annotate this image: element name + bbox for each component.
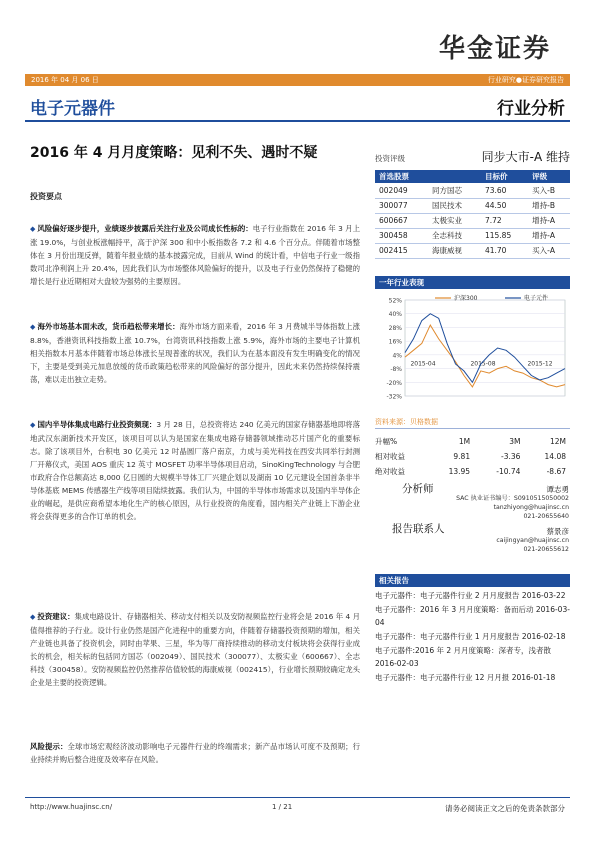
stock-rating: 增持-A	[528, 228, 570, 243]
key-point-body: 3 月 28 日，总投资将达 240 亿美元的国家存储器基地即将落地武汉东湖新技术开发区，该项目可以认为是国家在集成电路存储器领域推动芯片国产化的重要标志。除了该项目外，台积电 30 亿美元 12 吋晶圆厂落户南京，力成与美光科技在西安共同举行封测厂开幕仪式，美国 AOS 重庆 12 英寸 MOSFET 功率半导体项目启动，SinoKingTechnology 与合肥市政府合作总额高达 8,000 亿日圆的大规模半导体工厂兴建企划以及湖南 10 亿元建设全国首条非半导体基底 MEMS 传感器生产线等项目陆续披露。我们认为，中国的半导体市场需求以及国内半导体企业的崛起，是供应商希望本地化生产的核心原因，从行业投资的角度看，国内相关产业链上下游企业将会获得更多的合作订单的机会。	[30, 420, 360, 521]
analyst-details	[456, 494, 569, 521]
returns-value: -3.36	[501, 452, 521, 461]
risk-body: 全球市场宏观经济波动影响电子元器件行业的终端需求；新产品市场认可度不及预期；行业持续并购后整合进度及效率存在风险。	[30, 742, 360, 764]
analyst-cert: SAC 执业证书编号：S0910515050002	[456, 495, 569, 502]
stock-table	[375, 170, 570, 259]
stock-header-cell: 首选股票	[375, 170, 428, 183]
stock-code: 300458	[375, 228, 428, 243]
chart-source: 资料来源：贝格数据	[375, 418, 438, 426]
stock-target: 41.70	[481, 243, 528, 258]
stock-header-cell: 目标价	[481, 170, 528, 183]
source-divider	[375, 428, 570, 429]
page-number: 1 / 21	[272, 803, 293, 811]
x-tick-label: 2015-12	[527, 360, 553, 368]
table-row	[375, 228, 570, 243]
stock-rating: 买入-B	[528, 183, 570, 198]
returns-value: -10.74	[496, 467, 521, 476]
table-row	[375, 183, 570, 198]
legend-label: 电子元件	[524, 295, 549, 302]
stock-rating: 买入-A	[528, 243, 570, 258]
table-row	[375, 449, 570, 464]
x-tick-label: 2015-08	[470, 360, 496, 368]
stock-code: 002415	[375, 243, 428, 258]
report-date: 2016 年 04 月 06 日	[31, 76, 99, 84]
analyst-label: 分析师	[402, 483, 434, 495]
table-row	[375, 434, 570, 449]
contact-details	[496, 536, 569, 554]
returns-label: 相对收益	[375, 452, 405, 461]
stock-table-header	[375, 170, 570, 183]
y-tick-label: -32%	[386, 393, 402, 401]
returns-value: 14.08	[544, 452, 566, 461]
rating-row	[375, 148, 570, 165]
doc-type: 行业分析	[497, 99, 565, 119]
rating-label: 投资评级	[375, 154, 405, 163]
header-divider	[25, 120, 570, 122]
rating-value: 同步大市-A 维持	[481, 150, 570, 164]
contact-label: 报告联系人	[392, 523, 445, 535]
key-point-body: 海外市场方面来看，2016 年 3 月费城半导体指数上涨 8.8%，香港资讯科技指数上涨 10.7%，台湾资讯科技指数上涨 5.9%，海外市场的主要电子计算机相关指数本月基本伴随着市场总体涨长呈现普涨的状况，我们认为在基本面没有发生明确变化的情况下，主要是受到美元加息放缓的货币政策趋松带来的风险偏好的部分提升，因此未来仍然持续保持震荡，难以走出独立走势。	[30, 322, 361, 384]
performance-chart	[375, 292, 570, 412]
analyst-email[interactable]: tanzhiyong@huajinsc.cn	[493, 504, 569, 511]
stock-target: 115.85	[481, 228, 528, 243]
stock-header-cell	[428, 170, 481, 183]
returns-header-cell: 12M	[549, 437, 566, 446]
report-category: 行业研究●证券研究报告	[487, 76, 564, 84]
risk-paragraph	[30, 740, 360, 766]
returns-header-cell: 3M	[509, 437, 521, 446]
table-row	[375, 464, 570, 479]
contact-name: 蔡景彦	[546, 527, 569, 536]
key-point-lead: 投资建议：	[37, 612, 75, 621]
returns-header-cell: 1M	[458, 437, 471, 446]
footer-divider	[25, 797, 570, 798]
related-list	[375, 589, 570, 685]
performance-heading: 一年行业表现	[375, 276, 570, 289]
analyst-name: 谭志勇	[546, 485, 569, 494]
returns-value: 9.81	[453, 452, 471, 461]
analyst-phone: 021-20655640	[523, 513, 569, 520]
risk-lead: 风险提示：	[30, 742, 68, 751]
returns-value: 13.95	[448, 467, 471, 476]
key-point-body: 集成电路设计、存储器相关、移动支付相关以及安防视频监控行业将会是 2016 年 4 月值得推荐的子行业。设计行业仍然是国产化进程中的重要方向，伴随着存储器投资预期的增加，相关产业链也具备了投资机会，同时由苹果、三星，华为等厂商持续推动的移动支付板块将会获得行业成长的机会，相关标的包括同方国芯（002049）、国民技术（300077）、太极实业（600667）、全志科技（300458）。安防视频监控仍然推荐估值较低的海康威视（002415），行业增长预期较确定龙头企业是主要的投资逻辑。	[30, 612, 360, 687]
footer-disclaimer: 请务必阅读正文之后的免责条款部分	[445, 804, 565, 813]
list-item[interactable]: 电子元器件:2016 年 2 月月度策略：深者专，浅者散 2016-02-03	[375, 646, 552, 668]
y-tick-label: 52%	[388, 297, 402, 305]
table-row	[375, 243, 570, 258]
table-row	[375, 213, 570, 228]
key-point-body: 电子行业指数在 2016 年 3 月上涨 19.0%，与创业板涨幅持平，高于沪深 300 和中小板指数各 7.2 和 4.6 个百分点。伴随着市场整体在 3 月份出现反弹，随着年报业绩的基本披露完成，目前从 Wind 的统计看，中信电子行业一级指数司北净利润上升 20.4%，因此我们认为市场整体风险偏好的提升，以及电子行业仍然保持了稳健的增长是行业近期相对大盘较为强势的主要原因。	[30, 224, 360, 286]
y-tick-label: 40%	[388, 311, 402, 319]
key-point-paragraph	[30, 320, 360, 386]
stock-name: 太极实业	[428, 213, 481, 228]
bullet-icon: ◆	[30, 225, 36, 233]
footer-url[interactable]: http://www.huajinsc.cn/	[30, 803, 113, 811]
bullet-icon: ◆	[30, 421, 36, 429]
list-item[interactable]: 电子元器件：2016 年 3 月月度策略：备而后动 2016-03-04	[375, 605, 570, 627]
bullet-icon: ◆	[30, 323, 36, 331]
y-tick-label: 28%	[388, 324, 402, 332]
key-point-lead: 国内半导体集成电路行业投资频现：	[37, 420, 157, 429]
key-point-paragraph	[30, 610, 360, 689]
returns-header-cell: 升幅%	[375, 437, 398, 446]
stock-rating: 增持-A	[528, 213, 570, 228]
stock-name: 国民技术	[428, 198, 481, 213]
key-point-lead: 海外市场基本面未改，货币趋松带来增长：	[37, 322, 180, 331]
returns-value: -8.67	[546, 467, 566, 476]
legend-label: 沪深300	[454, 295, 478, 302]
x-tick-label: 2015-04	[410, 360, 436, 368]
stock-code: 300077	[375, 198, 428, 213]
stock-header-cell: 评级	[528, 170, 570, 183]
key-point-paragraph	[30, 222, 360, 288]
series-line	[405, 325, 565, 387]
y-tick-label: -20%	[386, 379, 402, 387]
y-tick-label: 4%	[392, 352, 402, 360]
stock-code: 002049	[375, 183, 428, 198]
page-title: 2016 年 4 月月度策略：见利不失、遇时不疑	[30, 145, 318, 161]
industry-title: 电子元器件	[30, 99, 115, 119]
key-point-paragraph	[30, 418, 360, 523]
stock-target: 7.72	[481, 213, 528, 228]
list-item[interactable]: 电子元器件：电子元器件行业 1 月月度报告 2016-02-18	[375, 632, 566, 641]
contact-email[interactable]: caijingyan@huajinsc.cn	[496, 537, 569, 544]
contact-phone: 021-20655612	[523, 546, 569, 553]
list-item[interactable]: 电子元器件：电子元器件行业 2 月月度报告 2016-03-22	[375, 591, 566, 600]
key-point-lead: 风险偏好逐步提升，业绩逐步披露后关注行业及公司成长性标的：	[37, 224, 253, 233]
returns-table	[375, 434, 570, 479]
bullet-icon: ◆	[30, 613, 36, 621]
brand-logo: 华金证券	[438, 34, 551, 64]
stock-name: 同方国芯	[428, 183, 481, 198]
stock-name: 海康威视	[428, 243, 481, 258]
returns-label: 绝对收益	[375, 467, 405, 476]
y-tick-label: 16%	[388, 338, 402, 346]
stock-target: 44.50	[481, 198, 528, 213]
stock-target: 73.60	[481, 183, 528, 198]
table-row	[375, 198, 570, 213]
y-tick-label: -8%	[390, 366, 402, 374]
key-points-heading: 投资要点	[30, 192, 62, 201]
related-heading: 相关报告	[375, 574, 570, 587]
stock-rating: 增持-B	[528, 198, 570, 213]
list-item[interactable]: 电子元器件：电子元器件行业 12 月月报 2016-01-18	[375, 673, 556, 682]
header-bar	[25, 74, 570, 86]
stock-name: 全志科技	[428, 228, 481, 243]
stock-code: 600667	[375, 213, 428, 228]
